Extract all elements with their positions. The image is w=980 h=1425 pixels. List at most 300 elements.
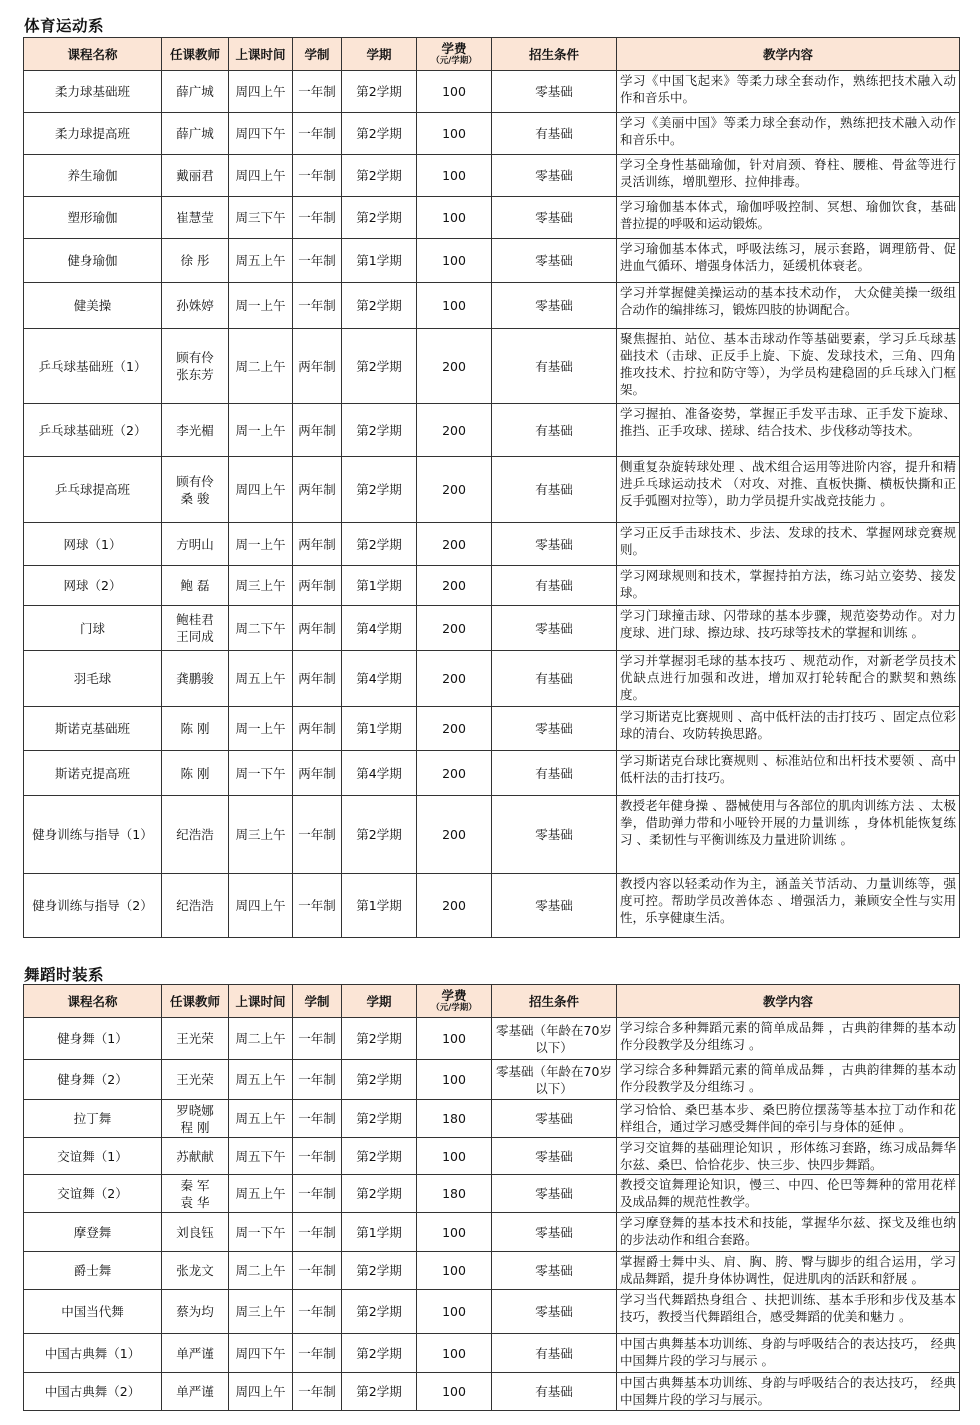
cell-condition: 零基础 — [492, 707, 617, 751]
cell-duration: 两年制 — [293, 457, 342, 523]
cell-content: 教授内容以轻柔动作为主，涵盖关节活动、力量训练等，强度可控。帮助学员改善体态 、增强活力，兼顾安全性与实用性，乐享健康生活。 — [617, 874, 960, 938]
header-teacher: 任课教师 — [162, 38, 229, 71]
cell-time: 周三上午 — [229, 796, 293, 874]
cell-course: 柔力球基础班 — [24, 71, 162, 113]
cell-course: 网球（2） — [24, 566, 162, 606]
dance-course-table — [23, 984, 960, 1411]
cell-term: 第2学期 — [342, 1373, 417, 1411]
cell-term: 第1学期 — [342, 1213, 417, 1252]
cell-teacher — [162, 523, 229, 566]
table-row — [24, 155, 960, 197]
cell-time: 周四下午 — [229, 1334, 293, 1373]
cell-time: 周一下午 — [229, 1213, 293, 1252]
cell-teacher — [162, 239, 229, 283]
cell-fee: 200 — [417, 404, 492, 457]
header-condition: 招生条件 — [492, 985, 617, 1018]
header-row — [24, 985, 960, 1018]
cell-fee: 200 — [417, 707, 492, 751]
cell-condition: 有基础 — [492, 457, 617, 523]
cell-term: 第2学期 — [342, 1334, 417, 1373]
cell-fee: 100 — [417, 1138, 492, 1175]
cell-condition: 零基础 — [492, 874, 617, 938]
teacher-name: 薛广城 — [176, 126, 214, 141]
teacher-name: 张龙文 — [176, 1263, 214, 1278]
header-condition: 招生条件 — [492, 38, 617, 71]
teacher-name: 薛广城 — [176, 84, 214, 99]
cell-condition: 有基础 — [492, 566, 617, 606]
teacher-name: 鲍桂君 — [176, 612, 214, 627]
cell-duration: 一年制 — [293, 113, 342, 155]
cell-condition: 有基础 — [492, 1373, 617, 1411]
header-duration: 学制 — [293, 985, 342, 1018]
table-row — [24, 1018, 960, 1060]
cell-time: 周一下午 — [229, 751, 293, 796]
cell-teacher — [162, 113, 229, 155]
cell-course: 乒乓球基础班（2） — [24, 404, 162, 457]
table-row — [24, 113, 960, 155]
cell-condition: 零基础 — [492, 197, 617, 239]
cell-time: 周五上午 — [229, 651, 293, 707]
header-course: 课程名称 — [24, 985, 162, 1018]
teacher-name: 戴丽君 — [176, 168, 214, 183]
cell-teacher — [162, 197, 229, 239]
cell-condition: 有基础 — [492, 1334, 617, 1373]
cell-content: 中国古典舞基本功训练、身韵与呼吸结合的表达技巧， 经典中国舞片段的学习与展示 。 — [617, 1334, 960, 1373]
cell-content: 学习斯诺克台球比赛规则 、标准站位和出杆技术要领 、高中低杆法的击打技巧。 — [617, 751, 960, 796]
cell-duration: 两年制 — [293, 751, 342, 796]
cell-time: 周四上午 — [229, 1373, 293, 1411]
cell-course: 健美操 — [24, 283, 162, 329]
table-row — [24, 457, 960, 523]
cell-condition: 零基础（年龄在70岁以下） — [492, 1018, 617, 1060]
header-row — [24, 38, 960, 71]
cell-fee: 200 — [417, 523, 492, 566]
cell-time: 周三下午 — [229, 197, 293, 239]
cell-teacher — [162, 283, 229, 329]
table-row — [24, 329, 960, 404]
table-row — [24, 651, 960, 707]
cell-condition: 零基础 — [492, 1175, 617, 1213]
cell-term: 第2学期 — [342, 155, 417, 197]
cell-term: 第2学期 — [342, 283, 417, 329]
cell-term: 第4学期 — [342, 651, 417, 707]
cell-time: 周二上午 — [229, 1018, 293, 1060]
cell-duration: 一年制 — [293, 1290, 342, 1334]
cell-teacher — [162, 707, 229, 751]
cell-fee: 180 — [417, 1100, 492, 1138]
cell-content: 中国古典舞基本功训练、身韵与呼吸结合的表达技巧， 经典中国舞片段的学习与展示。 — [617, 1373, 960, 1411]
cell-content: 学习握拍、准备姿势，掌握正手发平击球、正手发下旋球、推挡、正手攻球、搓球、结合技术、步伐移动等技术。 — [617, 404, 960, 457]
teacher-name: 崔慧莹 — [176, 210, 214, 225]
cell-content: 学习综合多种舞蹈元素的简单成品舞 ，古典韵律舞的基本动作分段教学及分组练习 。 — [617, 1060, 960, 1100]
cell-condition: 零基础 — [492, 71, 617, 113]
cell-content: 学习当代舞蹈热身组合 、扶把训练、基本手形和步伐及基本技巧，教授当代舞蹈组合，感受舞蹈的优美和魅力 。 — [617, 1290, 960, 1334]
cell-content: 学习恰恰、桑巴基本步、桑巴胯位摆荡等基本拉丁动作和花样组合，通过学习感受舞伴间的牵引与身体的延伸 。 — [617, 1100, 960, 1138]
cell-duration: 两年制 — [293, 329, 342, 404]
table-row — [24, 239, 960, 283]
table-row — [24, 566, 960, 606]
cell-duration: 两年制 — [293, 566, 342, 606]
cell-course: 中国当代舞 — [24, 1290, 162, 1334]
cell-term: 第2学期 — [342, 404, 417, 457]
cell-content: 学习交谊舞的基础理论知识 ，形体练习套路，练习成品舞华尔兹、桑巴、恰恰花步、快三步、快四步舞蹈。 — [617, 1138, 960, 1175]
cell-teacher — [162, 1290, 229, 1334]
cell-course: 健身舞（1） — [24, 1018, 162, 1060]
cell-time: 周五上午 — [229, 1100, 293, 1138]
cell-course: 健身瑜伽 — [24, 239, 162, 283]
cell-fee: 100 — [417, 1373, 492, 1411]
teacher-name: 纪浩浩 — [176, 898, 214, 913]
cell-time: 周一上午 — [229, 283, 293, 329]
cell-course: 中国古典舞（2） — [24, 1373, 162, 1411]
cell-content: 学习并掌握健美操运动的基本技术动作， 大众健美操一级组合动作的编排练习，锻炼四肢的协调配合。 — [617, 283, 960, 329]
cell-content: 学习瑜伽基本体式，呼吸法练习，展示套路，调理筋骨、促进血气循环、增强身体活力，延缓机体衰老。 — [617, 239, 960, 283]
cell-condition: 零基础 — [492, 796, 617, 874]
cell-time: 周四下午 — [229, 113, 293, 155]
cell-fee: 100 — [417, 197, 492, 239]
teacher-name: 顾有伶 — [176, 350, 214, 365]
cell-term: 第2学期 — [342, 1060, 417, 1100]
table-row — [24, 71, 960, 113]
cell-fee: 100 — [417, 113, 492, 155]
header-duration: 学制 — [293, 38, 342, 71]
table-row — [24, 1138, 960, 1175]
cell-content: 学习门球撞击球、闪带球的基本步骤，规范姿势动作。对力度球、进门球、擦边球、技巧球等技术的掌握和训练 。 — [617, 606, 960, 651]
cell-content: 学习斯诺克比赛规则 、高中低杆法的击打技巧 、固定点位彩球的清台、攻防转换思路。 — [617, 707, 960, 751]
cell-duration: 两年制 — [293, 523, 342, 566]
table-row — [24, 1373, 960, 1411]
header-time: 上课时间 — [229, 38, 293, 71]
cell-term: 第2学期 — [342, 113, 417, 155]
cell-fee: 200 — [417, 874, 492, 938]
cell-time: 周一上午 — [229, 523, 293, 566]
cell-term: 第4学期 — [342, 606, 417, 651]
cell-teacher — [162, 1175, 229, 1213]
table-row — [24, 283, 960, 329]
table-row — [24, 1060, 960, 1100]
teacher-name: 王光荣 — [176, 1031, 214, 1046]
header-fee-unit: （元/学期） — [431, 55, 477, 66]
cell-fee: 200 — [417, 796, 492, 874]
cell-time: 周五下午 — [229, 1138, 293, 1175]
cell-term: 第2学期 — [342, 1175, 417, 1213]
cell-course: 乒乓球提高班 — [24, 457, 162, 523]
cell-content: 学习《中国飞起来》等柔力球全套动作，熟练把技术融入动作和音乐中。 — [617, 71, 960, 113]
cell-time: 周一上午 — [229, 404, 293, 457]
table-row — [24, 707, 960, 751]
cell-content: 教授老年健身操 、器械使用与各部位的肌肉训练方法 、太极拳，借助弹力带和小哑铃开展的力量训练 ，身体机能恢复练习 、柔韧性与平衡训练及力量进阶训练 。 — [617, 796, 960, 874]
cell-teacher — [162, 566, 229, 606]
cell-content: 学习《美丽中国》等柔力球全套动作，熟练把技术融入动作和音乐中。 — [617, 113, 960, 155]
teacher-name: 鲍 磊 — [180, 578, 210, 593]
cell-course: 羽毛球 — [24, 651, 162, 707]
header-course: 课程名称 — [24, 38, 162, 71]
cell-fee: 200 — [417, 457, 492, 523]
teacher-name: 单严谨 — [176, 1384, 214, 1399]
cell-teacher — [162, 71, 229, 113]
header-term: 学期 — [342, 38, 417, 71]
table-row — [24, 1175, 960, 1213]
teacher-name: 王光荣 — [176, 1072, 214, 1087]
header-fee — [417, 38, 492, 71]
teacher-name: 王同成 — [176, 629, 214, 644]
teacher-name: 桑 骏 — [180, 490, 210, 506]
teacher-name: 刘良钰 — [176, 1224, 214, 1240]
cell-time: 周五上午 — [229, 1060, 293, 1100]
cell-course: 柔力球提高班 — [24, 113, 162, 155]
cell-fee: 100 — [417, 155, 492, 197]
teacher-name: 秦 军 — [180, 1177, 210, 1193]
teacher-name: 纪浩浩 — [176, 827, 214, 842]
section-title-dance: 舞蹈时装系 — [24, 966, 105, 984]
table-row — [24, 874, 960, 938]
cell-time: 周二上午 — [229, 329, 293, 404]
cell-term: 第2学期 — [342, 796, 417, 874]
cell-course: 养生瑜伽 — [24, 155, 162, 197]
cell-duration: 一年制 — [293, 1138, 342, 1175]
cell-course: 斯诺克基础班 — [24, 707, 162, 751]
cell-condition: 有基础 — [492, 651, 617, 707]
cell-teacher — [162, 606, 229, 651]
header-fee-unit: （元/学期） — [431, 1002, 477, 1013]
cell-content: 聚焦握拍、站位、基本击球动作等基础要素，学习乒乓球基础技术（击球、正反手上旋、下旋、发球技术，三角、四角推攻技术、拧拉和防守等），为学员构建稳固的乒乓球入门框架。 — [617, 329, 960, 404]
cell-time: 周四上午 — [229, 71, 293, 113]
teacher-name: 单严谨 — [176, 1345, 214, 1361]
cell-content: 学习摩登舞的基本技术和技能，掌握华尔兹、探戈及维也纳的步法动作和组合套路。 — [617, 1213, 960, 1252]
teacher-name: 陈 刚 — [180, 721, 210, 736]
cell-condition: 有基础 — [492, 751, 617, 796]
header-fee — [417, 985, 492, 1018]
table-row — [24, 606, 960, 651]
cell-term: 第2学期 — [342, 1252, 417, 1290]
cell-content: 学习正反手击球技术、步法、发球的技术、掌握网球竞赛规则。 — [617, 523, 960, 566]
cell-content: 学习网球规则和技术，掌握持拍方法，练习站立姿势、接发球。 — [617, 566, 960, 606]
cell-duration: 一年制 — [293, 1100, 342, 1138]
cell-term: 第2学期 — [342, 71, 417, 113]
table-row — [24, 197, 960, 239]
cell-course: 爵士舞 — [24, 1252, 162, 1290]
cell-content: 学习瑜伽基本体式，瑜伽呼吸控制、冥想、瑜伽饮食，基础普拉提的呼吸和运动锻炼。 — [617, 197, 960, 239]
cell-term: 第1学期 — [342, 239, 417, 283]
table-row — [24, 523, 960, 566]
cell-course: 摩登舞 — [24, 1213, 162, 1252]
cell-teacher — [162, 751, 229, 796]
cell-term: 第2学期 — [342, 1138, 417, 1175]
cell-course: 健身舞（2） — [24, 1060, 162, 1100]
cell-term: 第1学期 — [342, 874, 417, 938]
cell-teacher — [162, 874, 229, 938]
cell-time: 周五上午 — [229, 239, 293, 283]
cell-duration: 一年制 — [293, 283, 342, 329]
teacher-name: 袁 华 — [180, 1194, 210, 1210]
cell-condition: 零基础 — [492, 606, 617, 651]
cell-course: 交谊舞（1） — [24, 1138, 162, 1175]
teacher-name: 李光楣 — [176, 422, 214, 438]
cell-condition: 零基础 — [492, 283, 617, 329]
cell-time: 周四上午 — [229, 155, 293, 197]
cell-time: 周三上午 — [229, 1290, 293, 1334]
teacher-name: 程 刚 — [180, 1119, 210, 1135]
cell-time: 周四上午 — [229, 874, 293, 938]
cell-duration: 一年制 — [293, 1373, 342, 1411]
cell-time: 周二下午 — [229, 606, 293, 651]
teacher-name: 张东芳 — [176, 367, 214, 382]
cell-term: 第2学期 — [342, 1018, 417, 1060]
cell-term: 第2学期 — [342, 329, 417, 404]
table-row — [24, 1213, 960, 1252]
cell-teacher — [162, 1334, 229, 1373]
cell-duration: 一年制 — [293, 874, 342, 938]
cell-condition: 有基础 — [492, 113, 617, 155]
cell-fee: 200 — [417, 329, 492, 404]
cell-fee: 100 — [417, 1060, 492, 1100]
cell-duration: 两年制 — [293, 707, 342, 751]
cell-teacher — [162, 1100, 229, 1138]
cell-teacher — [162, 796, 229, 874]
cell-fee: 180 — [417, 1175, 492, 1213]
cell-condition: 零基础（年龄在70岁以下） — [492, 1060, 617, 1100]
cell-course: 健身训练与指导（1） — [24, 796, 162, 874]
cell-condition: 零基础 — [492, 1138, 617, 1175]
cell-teacher — [162, 651, 229, 707]
cell-fee: 100 — [417, 1290, 492, 1334]
cell-course: 门球 — [24, 606, 162, 651]
cell-course: 乒乓球基础班（1） — [24, 329, 162, 404]
header-fee-label: 学费 — [441, 40, 467, 56]
cell-term: 第2学期 — [342, 1100, 417, 1138]
cell-fee: 100 — [417, 1018, 492, 1060]
cell-course: 交谊舞（2） — [24, 1175, 162, 1213]
header-content: 教学内容 — [617, 985, 960, 1018]
cell-course: 中国古典舞（1） — [24, 1334, 162, 1373]
cell-term: 第4学期 — [342, 751, 417, 796]
teacher-name: 陈 刚 — [180, 765, 210, 781]
header-teacher: 任课教师 — [162, 985, 229, 1018]
cell-content: 学习并掌握羽毛球的基本技巧 、规范动作，对新老学员技术优缺点进行加强和改进，增加双打轮转配合的默契和熟练度。 — [617, 651, 960, 707]
cell-duration: 一年制 — [293, 155, 342, 197]
cell-duration: 两年制 — [293, 404, 342, 457]
cell-duration: 一年制 — [293, 239, 342, 283]
table-row — [24, 1100, 960, 1138]
cell-fee: 100 — [417, 1252, 492, 1290]
cell-course: 斯诺克提高班 — [24, 751, 162, 796]
cell-time: 周一上午 — [229, 707, 293, 751]
table-row — [24, 751, 960, 796]
cell-duration: 一年制 — [293, 71, 342, 113]
cell-time: 周二上午 — [229, 1252, 293, 1290]
teacher-name: 孙姝婷 — [176, 298, 214, 313]
cell-content: 学习综合多种舞蹈元素的简单成品舞 ，古典韵律舞的基本动作分段教学及分组练习 。 — [617, 1018, 960, 1060]
cell-teacher — [162, 457, 229, 523]
cell-fee: 100 — [417, 239, 492, 283]
cell-course: 塑形瑜伽 — [24, 197, 162, 239]
teacher-name: 蔡为均 — [176, 1304, 214, 1319]
cell-term: 第2学期 — [342, 1290, 417, 1334]
cell-fee: 200 — [417, 566, 492, 606]
cell-fee: 100 — [417, 283, 492, 329]
cell-duration: 一年制 — [293, 197, 342, 239]
cell-duration: 两年制 — [293, 651, 342, 707]
cell-duration: 一年制 — [293, 1252, 342, 1290]
cell-content: 教授交谊舞理论知识，慢三、中四、伦巴等舞种的常用花样及成品舞的规范性教学。 — [617, 1175, 960, 1213]
cell-content: 学习全身性基础瑜伽，针对肩颈、脊柱、腰椎、骨盆等进行灵活训练，增肌塑形、拉伸排毒。 — [617, 155, 960, 197]
header-fee-label: 学费 — [441, 987, 467, 1003]
cell-duration: 一年制 — [293, 1018, 342, 1060]
table-row — [24, 796, 960, 874]
teacher-name: 龚鹏骏 — [176, 671, 214, 686]
cell-time: 周五上午 — [229, 1175, 293, 1213]
cell-teacher — [162, 329, 229, 404]
cell-condition: 有基础 — [492, 329, 617, 404]
teacher-name: 方明山 — [176, 536, 214, 552]
table-row — [24, 1334, 960, 1373]
teacher-name: 顾有伶 — [176, 473, 214, 489]
cell-duration: 一年制 — [293, 1175, 342, 1213]
cell-teacher — [162, 1138, 229, 1175]
cell-fee: 200 — [417, 606, 492, 651]
header-content: 教学内容 — [617, 38, 960, 71]
cell-duration: 一年制 — [293, 1213, 342, 1252]
cell-fee: 100 — [417, 1334, 492, 1373]
cell-teacher — [162, 1060, 229, 1100]
cell-duration: 一年制 — [293, 1060, 342, 1100]
cell-teacher — [162, 1373, 229, 1411]
cell-fee: 200 — [417, 751, 492, 796]
teacher-name: 徐 彤 — [180, 253, 210, 268]
table-row — [24, 404, 960, 457]
cell-term: 第1学期 — [342, 707, 417, 751]
cell-course: 健身训练与指导（2） — [24, 874, 162, 938]
cell-content: 掌握爵士舞中头、肩、胸、胯、臀与脚步的组合运用，学习成品舞蹈，提升身体协调性，促进肌肉的活跃和舒展 。 — [617, 1252, 960, 1290]
cell-term: 第2学期 — [342, 197, 417, 239]
cell-teacher — [162, 1018, 229, 1060]
cell-teacher — [162, 155, 229, 197]
cell-content: 侧重复杂旋转球处理 、战术组合运用等进阶内容，提升和精进乒乓球运动技术 （对攻、对推、直板快撕、横板快撕和正反手弧圈对拉等），助力学员提升实战竞技能力 。 — [617, 457, 960, 523]
sports-course-table — [23, 37, 960, 938]
cell-condition: 零基础 — [492, 155, 617, 197]
cell-teacher — [162, 1213, 229, 1252]
cell-duration: 两年制 — [293, 606, 342, 651]
header-time: 上课时间 — [229, 985, 293, 1018]
cell-fee: 200 — [417, 651, 492, 707]
cell-duration: 一年制 — [293, 1334, 342, 1373]
cell-condition: 有基础 — [492, 404, 617, 457]
cell-duration: 一年制 — [293, 796, 342, 874]
teacher-name: 苏献献 — [176, 1148, 214, 1164]
cell-time: 周四上午 — [229, 457, 293, 523]
cell-condition: 零基础 — [492, 1252, 617, 1290]
teacher-name: 罗晓娜 — [176, 1102, 214, 1118]
cell-condition: 零基础 — [492, 1100, 617, 1138]
cell-condition: 零基础 — [492, 523, 617, 566]
table-row — [24, 1252, 960, 1290]
table-row — [24, 1290, 960, 1334]
cell-term: 第2学期 — [342, 523, 417, 566]
cell-teacher — [162, 1252, 229, 1290]
header-term: 学期 — [342, 985, 417, 1018]
cell-teacher — [162, 404, 229, 457]
cell-course: 拉丁舞 — [24, 1100, 162, 1138]
cell-term: 第1学期 — [342, 566, 417, 606]
cell-time: 周三上午 — [229, 566, 293, 606]
cell-condition: 零基础 — [492, 1213, 617, 1252]
section-title-sports: 体育运动系 — [24, 17, 105, 35]
cell-course: 网球（1） — [24, 523, 162, 566]
cell-fee: 100 — [417, 71, 492, 113]
cell-condition: 零基础 — [492, 239, 617, 283]
cell-fee: 100 — [417, 1213, 492, 1252]
cell-term: 第2学期 — [342, 457, 417, 523]
